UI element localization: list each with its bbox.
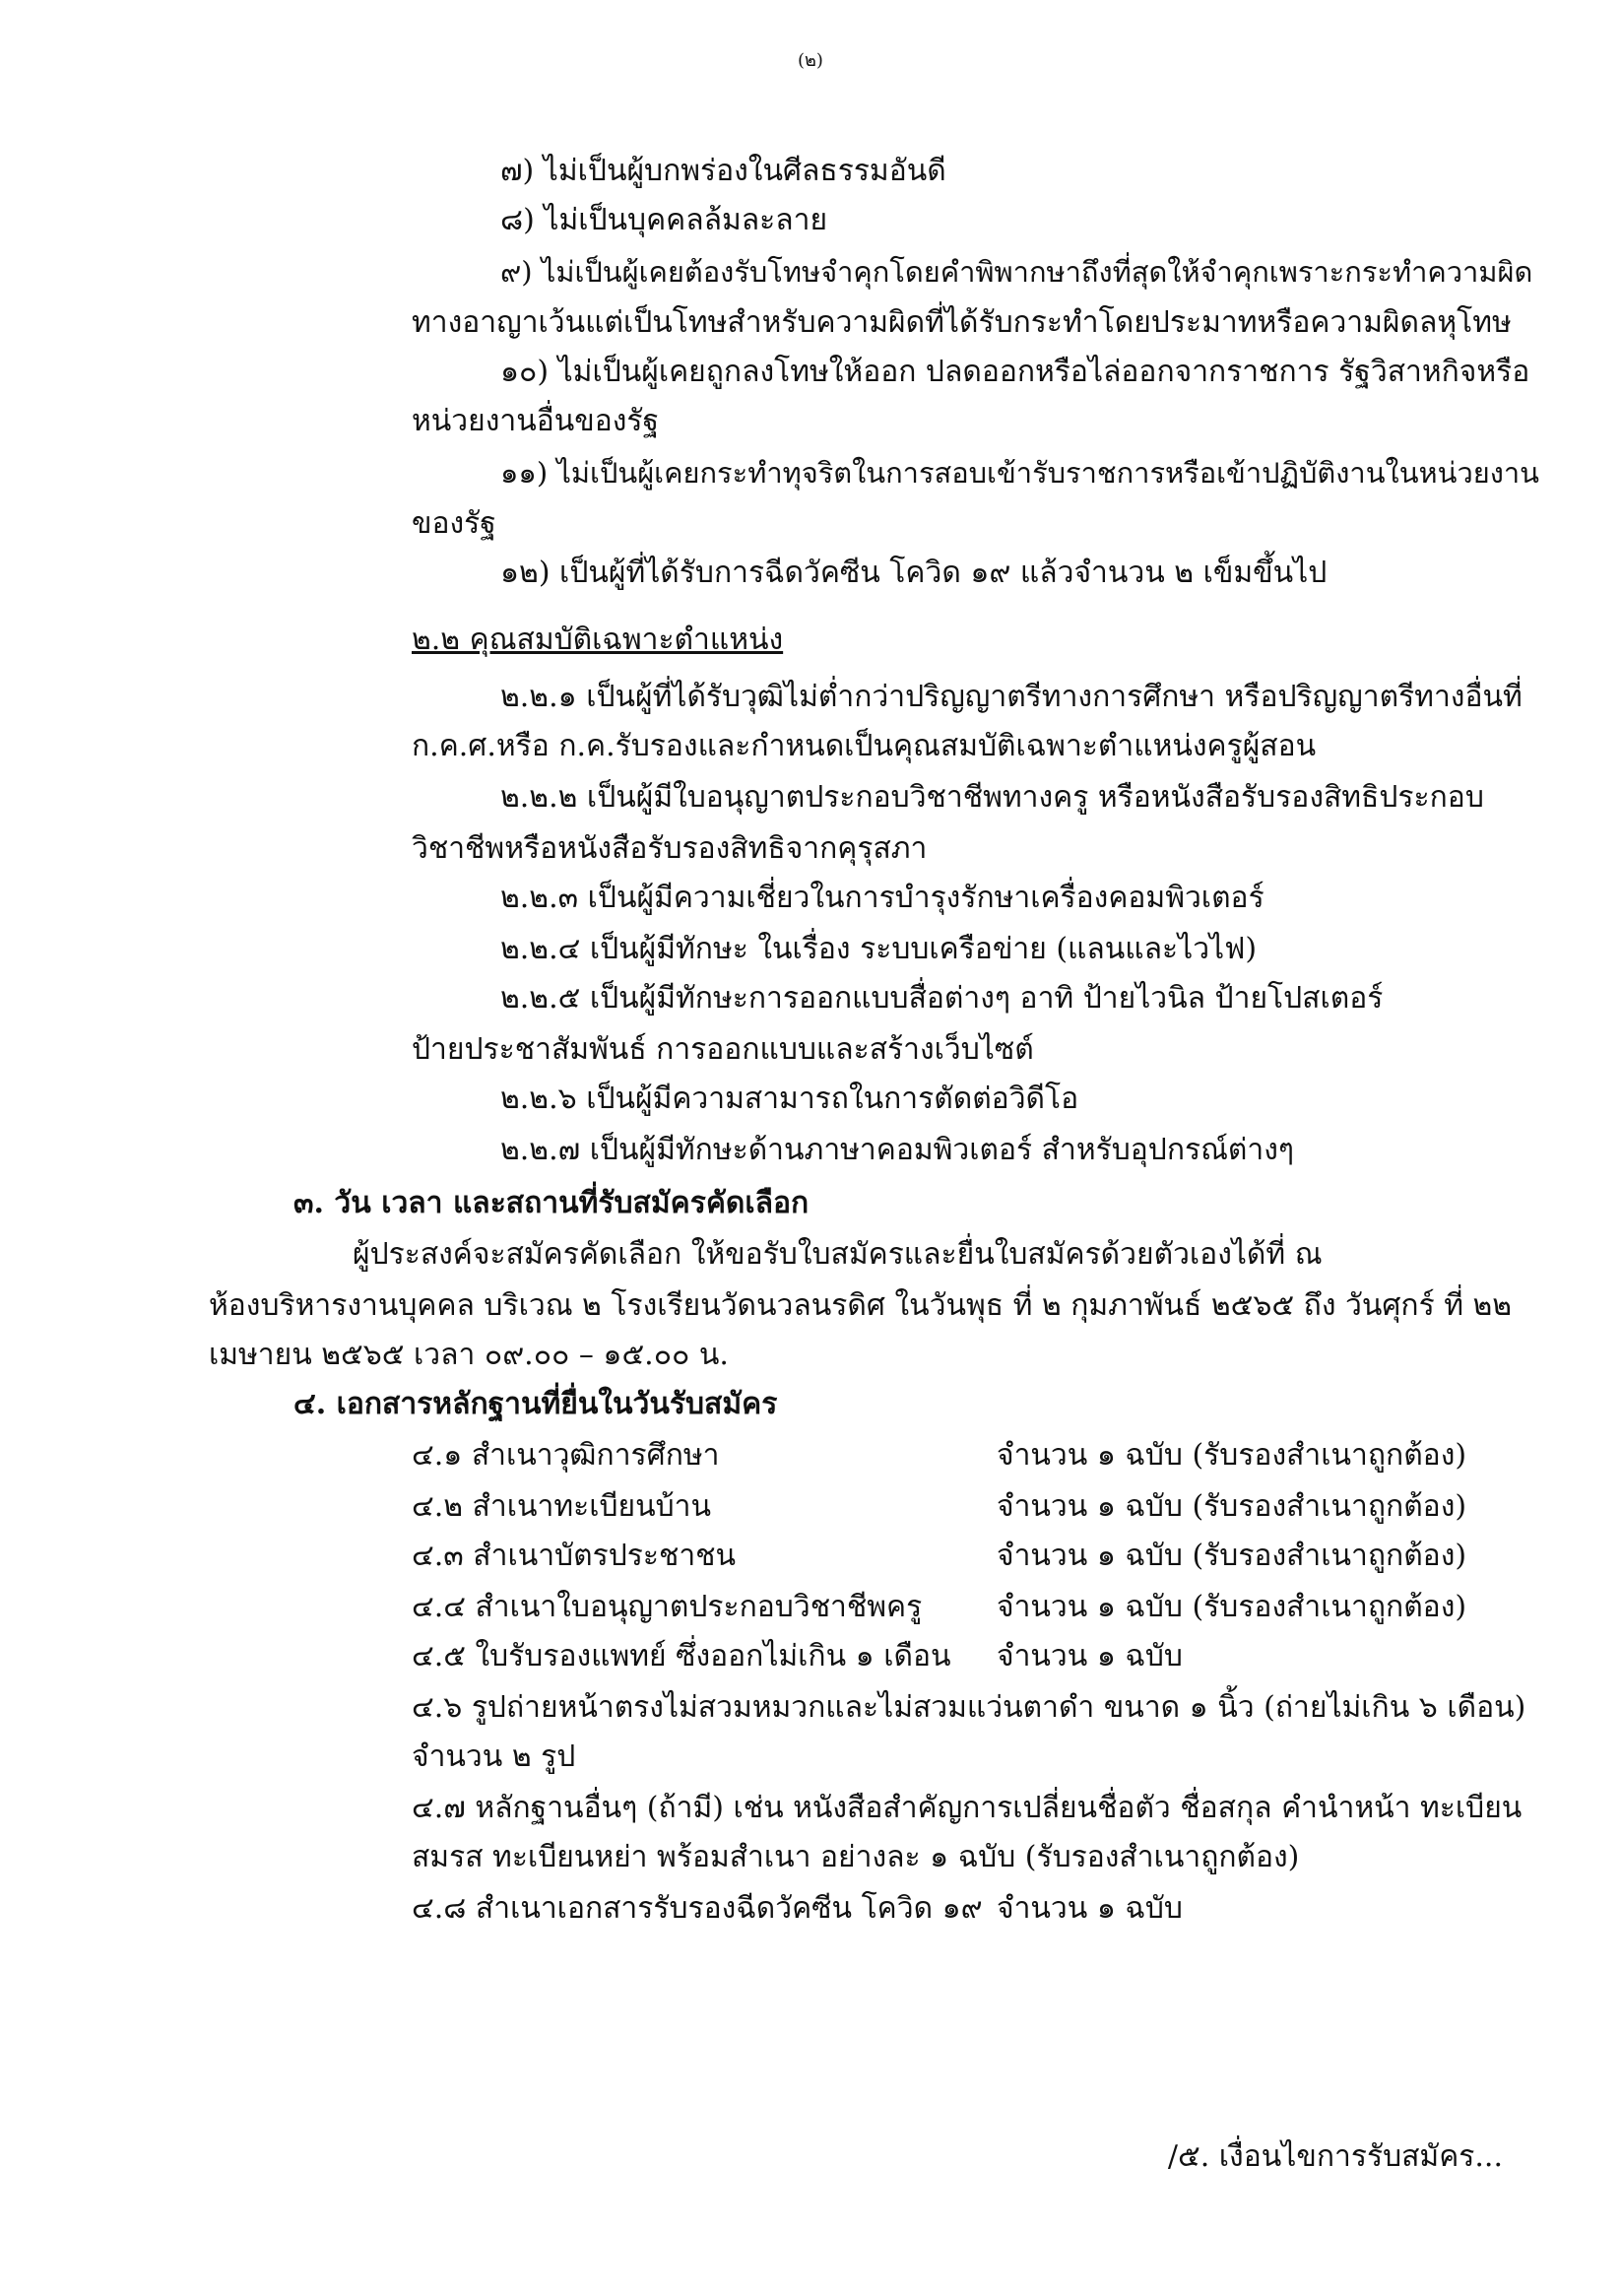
qualification-item-8: ๘) ไม่เป็นบุคคลล้มละลาย — [500, 203, 828, 237]
qualification-item-7: ๗) ไม่เป็นผู้บกพร่องในศีลธรรมอันดี — [500, 154, 946, 188]
continuation-note: /๕. เงื่อนไขการรับสมัคร... — [1167, 2139, 1503, 2174]
document-item-label: ๔.๕ ใบรับรองแพทย์ ซึ่งออกไม่เกิน ๑ เดือน — [412, 1639, 951, 1673]
section-3-paragraph-line2: ห้องบริหารงานบุคคล บริเวณ ๒ โรงเรียนวัดนวลนรดิศ ในวันพุธ ที่ ๒ กุมภาพันธ์ ๒๕๖๕ ถึง วันศุกร์ ที่ ๒๒ — [209, 1288, 1513, 1323]
qualification-item-10-line1: ๑๐) ไม่เป็นผู้เคยถูกลงโทษให้ออก ปลดออกหรือไล่ออกจากราชการ รัฐวิสาหกิจหรือ — [500, 355, 1530, 389]
qualification-item-10-line2: หน่วยงานอื่นของรัฐ — [412, 404, 660, 438]
document-item-6-line2: จำนวน ๒ รูป — [412, 1739, 576, 1774]
document-item-7-line2: สมรส ทะเบียนหย่า พร้อมสำเนา อย่างละ ๑ ฉบับ (รับรองสำเนาถูกต้อง) — [412, 1840, 1300, 1874]
document-item-quantity: จำนวน ๑ ฉบับ (รับรองสำเนาถูกต้อง) — [997, 1438, 1467, 1473]
specific-qualification-1-line2: ก.ค.ศ.หรือ ก.ค.รับรองและกำหนดเป็นคุณสมบัติเฉพาะตำแหน่งครูผู้สอน — [412, 729, 1317, 763]
document-item-quantity: จำนวน ๑ ฉบับ — [997, 1639, 1183, 1673]
document-item-label: ๔.๓ สำเนาบัตรประชาชน — [412, 1539, 737, 1573]
section-3-heading: ๓. วัน เวลา และสถานที่รับสมัครคัดเลือก — [293, 1186, 810, 1220]
document-item-quantity: จำนวน ๑ ฉบับ (รับรองสำเนาถูกต้อง) — [997, 1590, 1467, 1624]
qualification-item-12: ๑๒) เป็นผู้ที่ได้รับการฉีดวัคซีน โควิด ๑๙ แล้วจำนวน ๒ เข็มขึ้นไป — [500, 556, 1328, 590]
specific-qualification-2-line1: ๒.๒.๒ เป็นผู้มีใบอนุญาตประกอบวิชาชีพทางครู หรือหนังสือรับรองสิทธิประกอบ — [500, 780, 1484, 815]
page-number: (๒) — [798, 50, 823, 71]
qualification-item-11-line2: ของรัฐ — [412, 506, 496, 541]
specific-qualification-2-line2: วิชาชีพหรือหนังสือรับรองสิทธิจากคุรุสภา — [412, 831, 928, 866]
section-3-paragraph-line3: เมษายน ๒๕๖๕ เวลา ๐๙.๐๐ – ๑๕.๐๐ น. — [209, 1338, 729, 1372]
qualification-item-9-line1: ๙) ไม่เป็นผู้เคยต้องรับโทษจำคุกโดยคำพิพากษาถึงที่สุดให้จำคุกเพราะกระทำความผิด — [500, 255, 1533, 289]
section-4-heading: ๔. เอกสารหลักฐานที่ยื่นในวันรับสมัคร — [293, 1387, 778, 1421]
document-item-quantity: จำนวน ๑ ฉบับ (รับรองสำเนาถูกต้อง) — [997, 1489, 1467, 1524]
document-item-quantity: จำนวน ๑ ฉบับ (รับรองสำเนาถูกต้อง) — [997, 1539, 1467, 1573]
specific-qualification-4: ๒.๒.๔ เป็นผู้มีทักษะ ในเรื่อง ระบบเครือข่าย (แลนและไวไฟ) — [500, 932, 1258, 966]
specific-qualification-heading: ๒.๒ คุณสมบัติเฉพาะตำแหน่ง — [412, 623, 784, 657]
document-item-label: ๔.๘ สำเนาเอกสารรับรองฉีดวัคซีน โควิด ๑๙ — [412, 1891, 983, 1926]
document-item-label: ๔.๒ สำเนาทะเบียนบ้าน — [412, 1489, 711, 1524]
document-item-label: ๔.๑ สำเนาวุฒิการศึกษา — [412, 1438, 720, 1473]
qualification-item-9-line2: ทางอาญาเว้นแต่เป็นโทษสำหรับความผิดที่ได้รับกระทำโดยประมาทหรือความผิดลหุโทษ — [412, 305, 1512, 340]
specific-qualification-5-line2: ป้ายประชาสัมพันธ์ การออกแบบและสร้างเว็บไซต์ — [412, 1032, 1034, 1067]
specific-qualification-3: ๒.๒.๓ เป็นผู้มีความเชี่ยวในการบำรุงรักษาเครื่องคอมพิวเตอร์ — [500, 881, 1264, 915]
document-item-label: ๔.๔ สำเนาใบอนุญาตประกอบวิชาชีพครู — [412, 1590, 923, 1624]
document-item-quantity: จำนวน ๑ ฉบับ — [997, 1891, 1183, 1926]
specific-qualification-6: ๒.๒.๖ เป็นผู้มีความสามารถในการตัดต่อวิดีโอ — [500, 1082, 1079, 1116]
specific-qualification-7: ๒.๒.๗ เป็นผู้มีทักษะด้านภาษาคอมพิวเตอร์ สำหรับอุปกรณ์ต่างๆ — [500, 1133, 1295, 1167]
qualification-item-11-line1: ๑๑) ไม่เป็นผู้เคยกระทำทุจริตในการสอบเข้ารับราชการหรือเข้าปฏิบัติงานในหน่วยงาน — [500, 456, 1540, 490]
section-3-paragraph-line1: ผู้ประสงค์จะสมัครคัดเลือก ให้ขอรับใบสมัครและยื่นใบสมัครด้วยตัวเองได้ที่ ณ — [353, 1237, 1323, 1272]
document-item-6-line1: ๔.๖ รูปถ่ายหน้าตรงไม่สวมหมวกและไม่สวมแว่นตาดำ ขนาด ๑ นิ้ว (ถ่ายไม่เกิน ๖ เดือน) — [412, 1690, 1526, 1725]
specific-qualification-5-line1: ๒.๒.๕ เป็นผู้มีทักษะการออกแบบสื่อต่างๆ อาทิ ป้ายไวนิล ป้ายโปสเตอร์ — [500, 981, 1384, 1016]
specific-qualification-1-line1: ๒.๒.๑ เป็นผู้ที่ได้รับวุฒิไม่ต่ำกว่าปริญญาตรีทางการศึกษา หรือปริญญาตรีทางอื่นที่ — [500, 680, 1523, 714]
document-item-7-line1: ๔.๗ หลักฐานอื่นๆ (ถ้ามี) เช่น หนังสือสำคัญการเปลี่ยนชื่อตัว ชื่อสกุล คำนำหน้า ทะเบียน — [412, 1791, 1523, 1825]
